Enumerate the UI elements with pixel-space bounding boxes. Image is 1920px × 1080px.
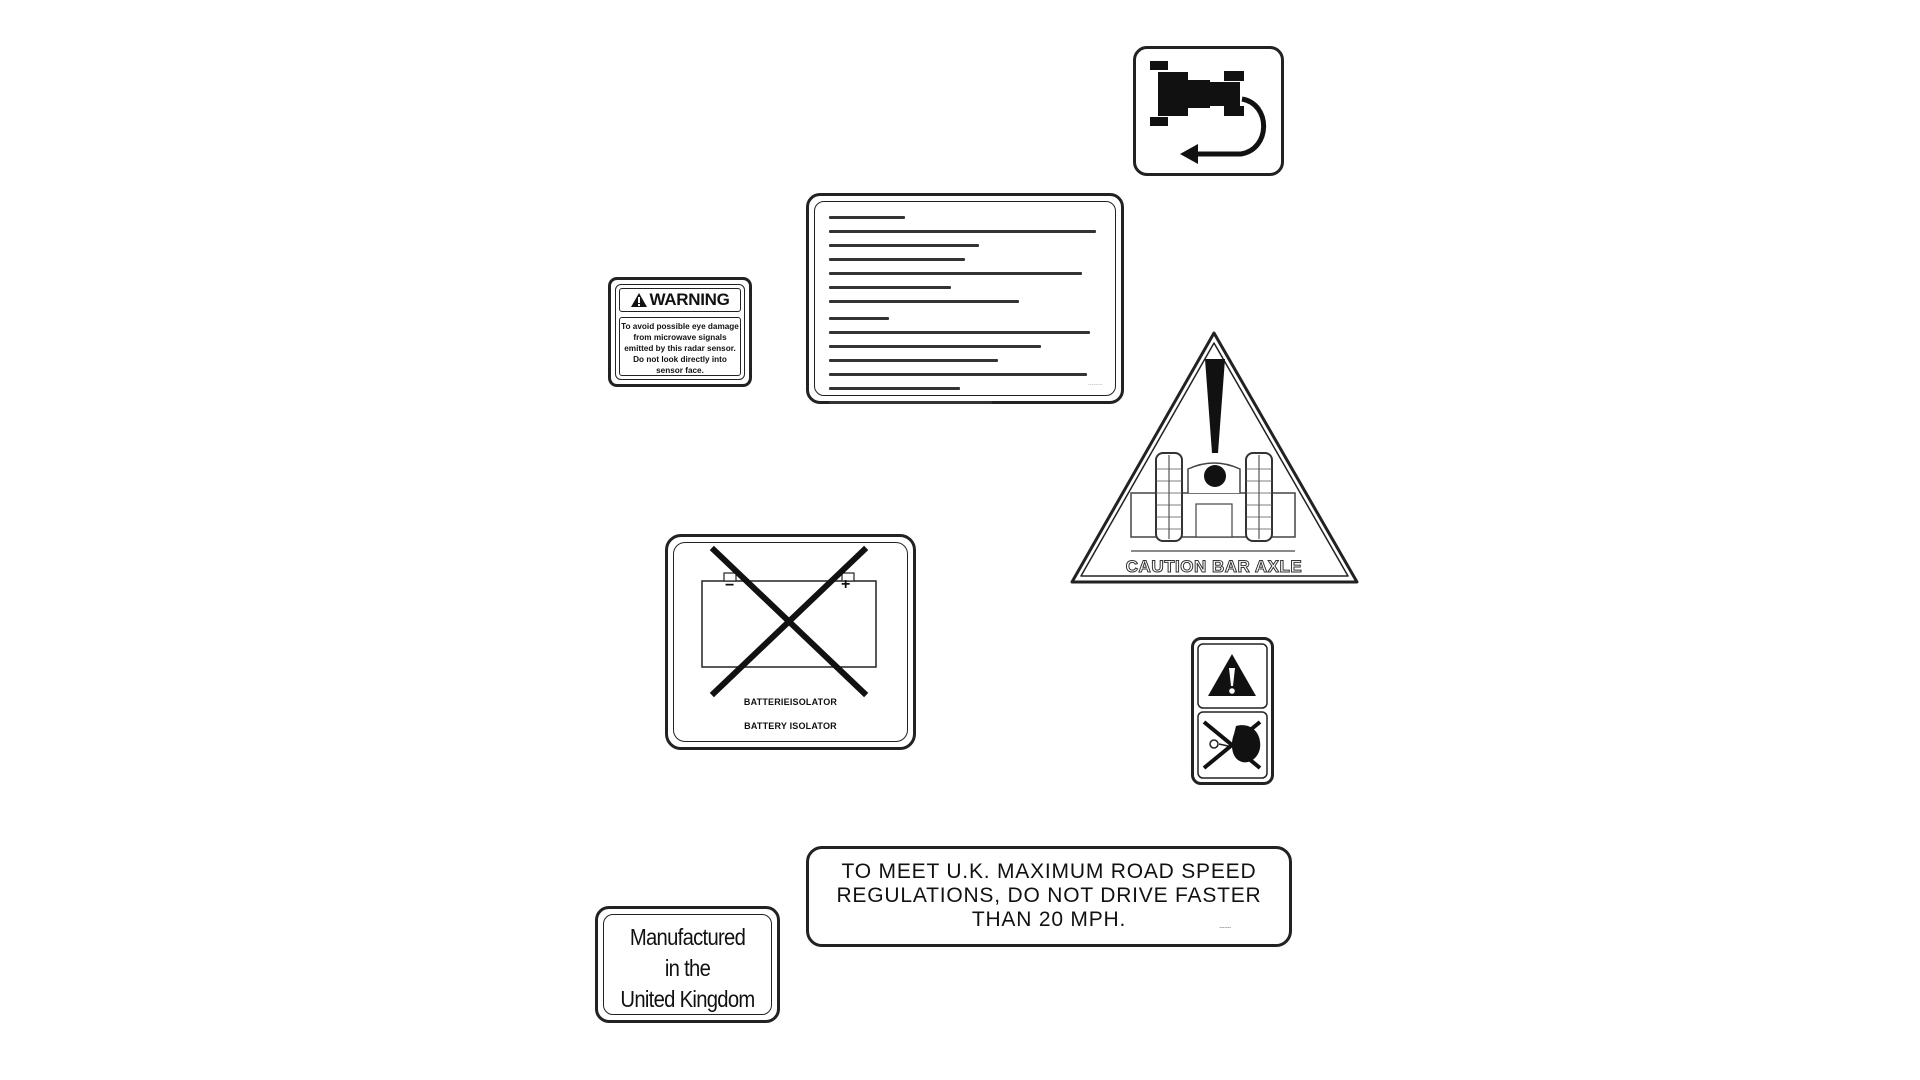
text-line [829,359,998,362]
mfg-line-2: in the [664,955,711,981]
battery-label-en: BATTERY ISOLATOR [744,721,837,731]
warning-header [619,288,741,312]
left-tyre [1156,453,1182,541]
text-line [829,216,905,219]
caution-axle-decal [1068,329,1361,586]
warning-decal [608,277,752,387]
warning-body: To avoid possible eye damage from microwave signals emitted by this radar sensor. Do not look directly into sensor face. [619,317,741,376]
text-line [829,272,1082,275]
manufactured-text [609,922,767,1015]
tractor-turn-icon [1136,49,1281,173]
mfg-line-1: Manufactured [629,924,746,950]
speed-line-2: REGULATIONS, DO NOT DRIVE FASTER [836,884,1262,907]
battery-isolator-decal [665,534,916,750]
battery-label-de: BATTERIEISOLATOR [743,697,838,707]
text-line [829,387,960,390]
text-line [829,345,1041,348]
axle-caption: CAUTION BAR AXLE [1125,557,1303,576]
part-code: ------- [1219,925,1231,931]
battery-minus: − [725,577,735,594]
manufactured-decal [595,906,780,1023]
speed-line-1: TO MEET U.K. MAXIMUM ROAD SPEED [841,860,1257,883]
hazard-gloves-graphic [1194,640,1271,782]
text-line [829,300,1019,303]
right-tyre [1246,453,1272,541]
battery-crossed-icon [668,537,913,747]
warning-heading: WARNING [649,290,730,309]
text-line [829,373,1087,376]
text-line [829,258,965,261]
text-line [829,230,1096,233]
text-line [829,331,1090,334]
turn-decal [1133,46,1284,176]
battery-plus: + [841,576,851,593]
part-code: -------- [1088,381,1103,386]
mfg-line-3: United Kingdom [620,986,755,1012]
warning-triangle-icon [630,292,648,308]
hazard-gloves-decal [1191,637,1274,785]
text-line [829,286,951,289]
text-line [829,401,992,404]
text-line [829,317,889,320]
caution-triangle [1068,329,1361,586]
text-line [829,244,979,247]
speed-line-3: THAN 20 MPH. [971,908,1127,931]
speed-text [809,860,1289,932]
speed-regulation-decal [806,846,1292,947]
